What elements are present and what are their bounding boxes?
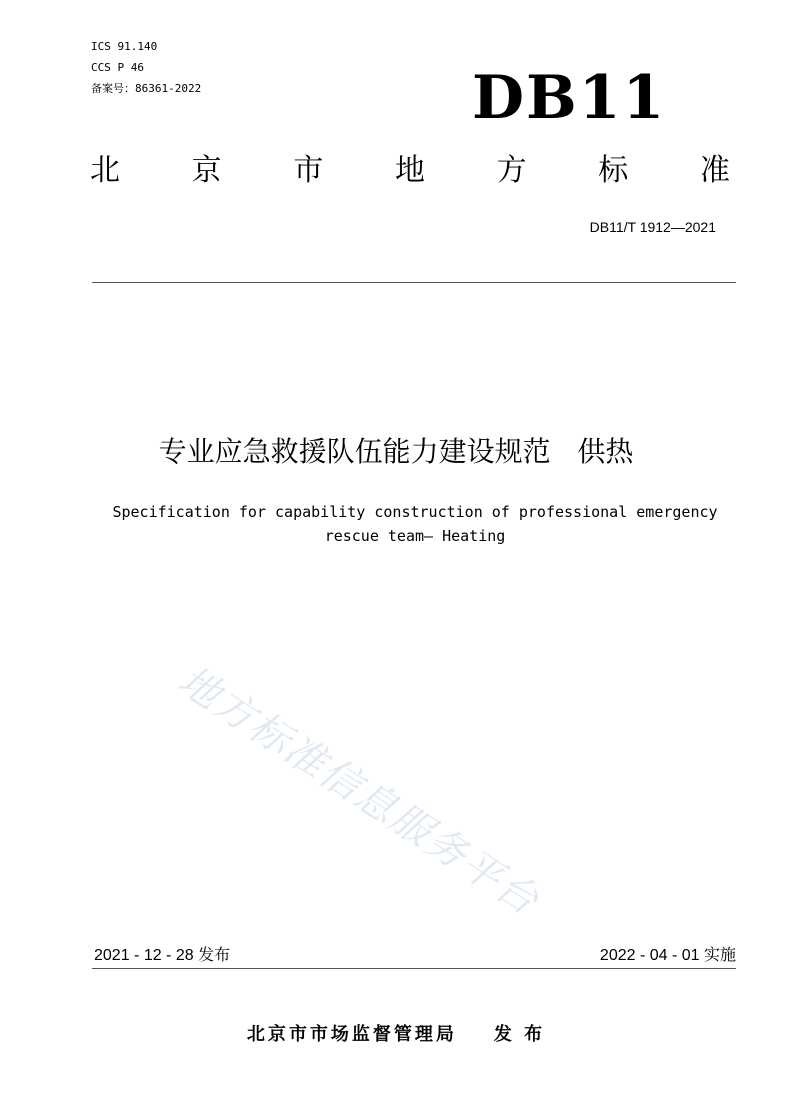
ccs-code: CCS P 46 [91,61,144,74]
ics-code: ICS 91.140 [91,40,158,53]
db-code-logo: DB11 [472,63,667,133]
standard-type-char: 准 [699,153,730,188]
title-english-line: rescue team— Heating [324,527,506,545]
issuing-authority: 北京市市场监督管理局 发 布 [246,1024,546,1045]
title-english-line: Specification for capability construction of professional emergency [112,503,718,521]
registration-number: 备案号：86361-2022 [91,82,202,95]
title-english [80,500,750,548]
issue-date: 2021 - 12 - 28 发布 [94,947,231,964]
standard-type-char: 标 [598,153,629,188]
watermark: 地方标准信息服务平台 [170,657,548,925]
top-divider [92,282,736,283]
standard-type-heading [90,151,730,191]
bottom-divider [92,968,736,969]
title-chinese: 专业应急救援队伍能力建设规范 供热 [158,435,634,468]
implementation-date: 2022 - 04 - 01 实施 [599,947,736,964]
standard-type-char: 京 [191,153,222,188]
standard-type-char: 市 [293,153,324,188]
standard-type-char: 地 [394,153,425,188]
standard-type-char: 北 [90,153,120,188]
standard-number: DB11/T 1912—2021 [589,219,716,235]
standard-type-char: 方 [496,153,527,188]
